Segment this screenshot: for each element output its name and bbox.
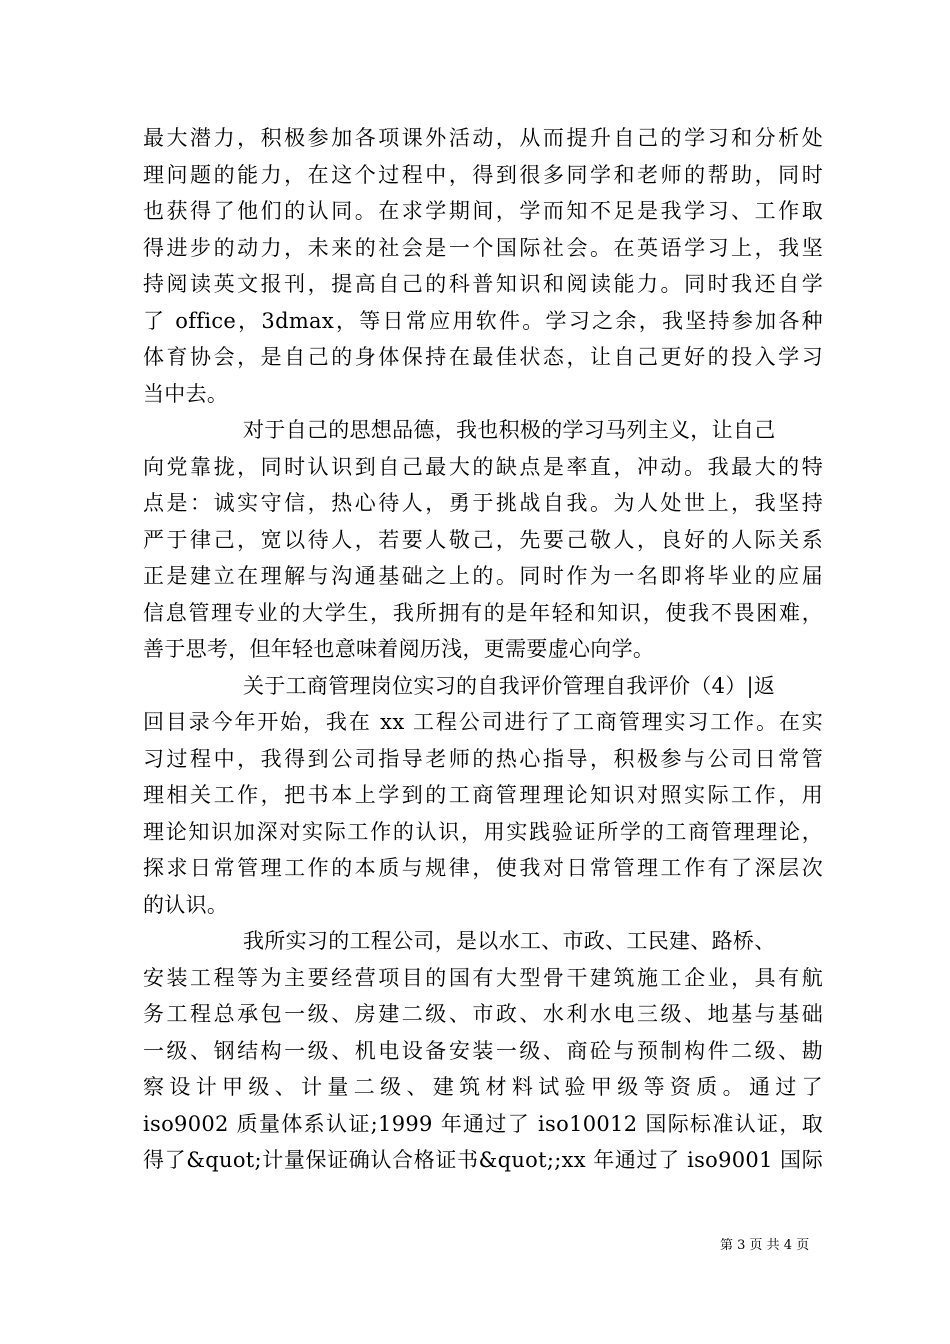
text-line: iso9002 质量体系认证;1999 年通过了 iso10012 国际标准认证，取 xyxy=(143,1111,823,1136)
text-line: 善于思考，但年轻也意味着阅历浅，更需要虚心向学。 xyxy=(143,637,655,661)
text-line: 务工程总承包一级、房建二级、市政、水利水电三级、地基与基础 xyxy=(143,1002,823,1026)
text-line: 最大潜力，积极参加各项课外活动，从而提升自己的学习和分析处 xyxy=(143,126,823,150)
text-line: 的认识。 xyxy=(143,892,229,917)
page-number-footer: 第 3 页 共 4 页 xyxy=(720,1238,810,1253)
text-line: 得进步的动力，未来的社会是一个国际社会。在英语学习上，我坚 xyxy=(143,235,823,260)
text-line: 一级、钢结构一级、机电设备安装一级、商砼与预制构件二级、勘 xyxy=(143,1038,823,1063)
text-line: 点是：诚实守信，热心待人，勇于挑战自我。为人处世上，我坚持 xyxy=(143,491,823,515)
text-line: 安装工程等为主要经营项目的国有大型骨干建筑施工企业，具有航 xyxy=(143,965,823,990)
text-line: 了 office，3dmax，等日常应用软件。学习之余，我坚持参加各种 xyxy=(143,308,823,333)
paragraph-first-line: 关于工商管理岗位实习的自我评价管理自我评价（4）|返 xyxy=(243,673,776,698)
text-line: 严于律己，宽以待人，若要人敬己，先要己敬人，良好的人际关系 xyxy=(143,527,823,552)
text-line: 习过程中，我得到公司指导老师的热心指导，积极参与公司日常管 xyxy=(143,746,823,771)
paragraph-first-line: 我所实习的工程公司，是以水工、市政、工民建、路桥、 xyxy=(243,929,776,953)
body-text xyxy=(143,120,823,1179)
text-line: 理论知识加深对实际工作的认识，用实践验证所学的工商管理理论， xyxy=(143,819,823,844)
text-line: 向党靠拢，同时认识到自己最大的缺点是率直，冲动。我最大的特 xyxy=(143,454,823,479)
text-line: 体育协会，是自己的身体保持在最佳状态，让自己更好的投入学习 xyxy=(143,345,823,369)
text-line: 回目录今年开始，我在 xx 工程公司进行了工商管理实习工作。在实 xyxy=(143,710,823,734)
text-line: 探求日常管理工作的本质与规律，使我对日常管理工作有了深层次 xyxy=(143,856,823,880)
text-line: 信息管理专业的大学生，我所拥有的是年轻和知识，使我不畏困难， xyxy=(143,600,823,625)
text-line: 当中去。 xyxy=(143,381,229,406)
text-line: 理问题的能力，在这个过程中，得到很多同学和老师的帮助，同时 xyxy=(143,162,823,187)
text-line: 得了&quot;计量保证确认合格证书&quot;;xx 年通过了 iso9001 国际 xyxy=(143,1148,823,1172)
text-line: 也获得了他们的认同。在求学期间，学而知不足是我学习、工作取 xyxy=(143,199,823,223)
text-line: 察设计甲级、计量二级、建筑材料试验甲级等资质。通过了 xyxy=(143,1075,823,1099)
paragraph-first-line: 对于自己的思想品德，我也积极的学习马列主义，让自己 xyxy=(243,418,776,442)
text-line: 持阅读英文报刊，提高自己的科普知识和阅读能力。同时我还自学 xyxy=(143,272,823,296)
text-line: 理相关工作，把书本上学到的工商管理理论知识对照实际工作，用 xyxy=(143,783,823,807)
text-line: 正是建立在理解与沟通基础之上的。同时作为一名即将毕业的应届 xyxy=(143,564,823,588)
